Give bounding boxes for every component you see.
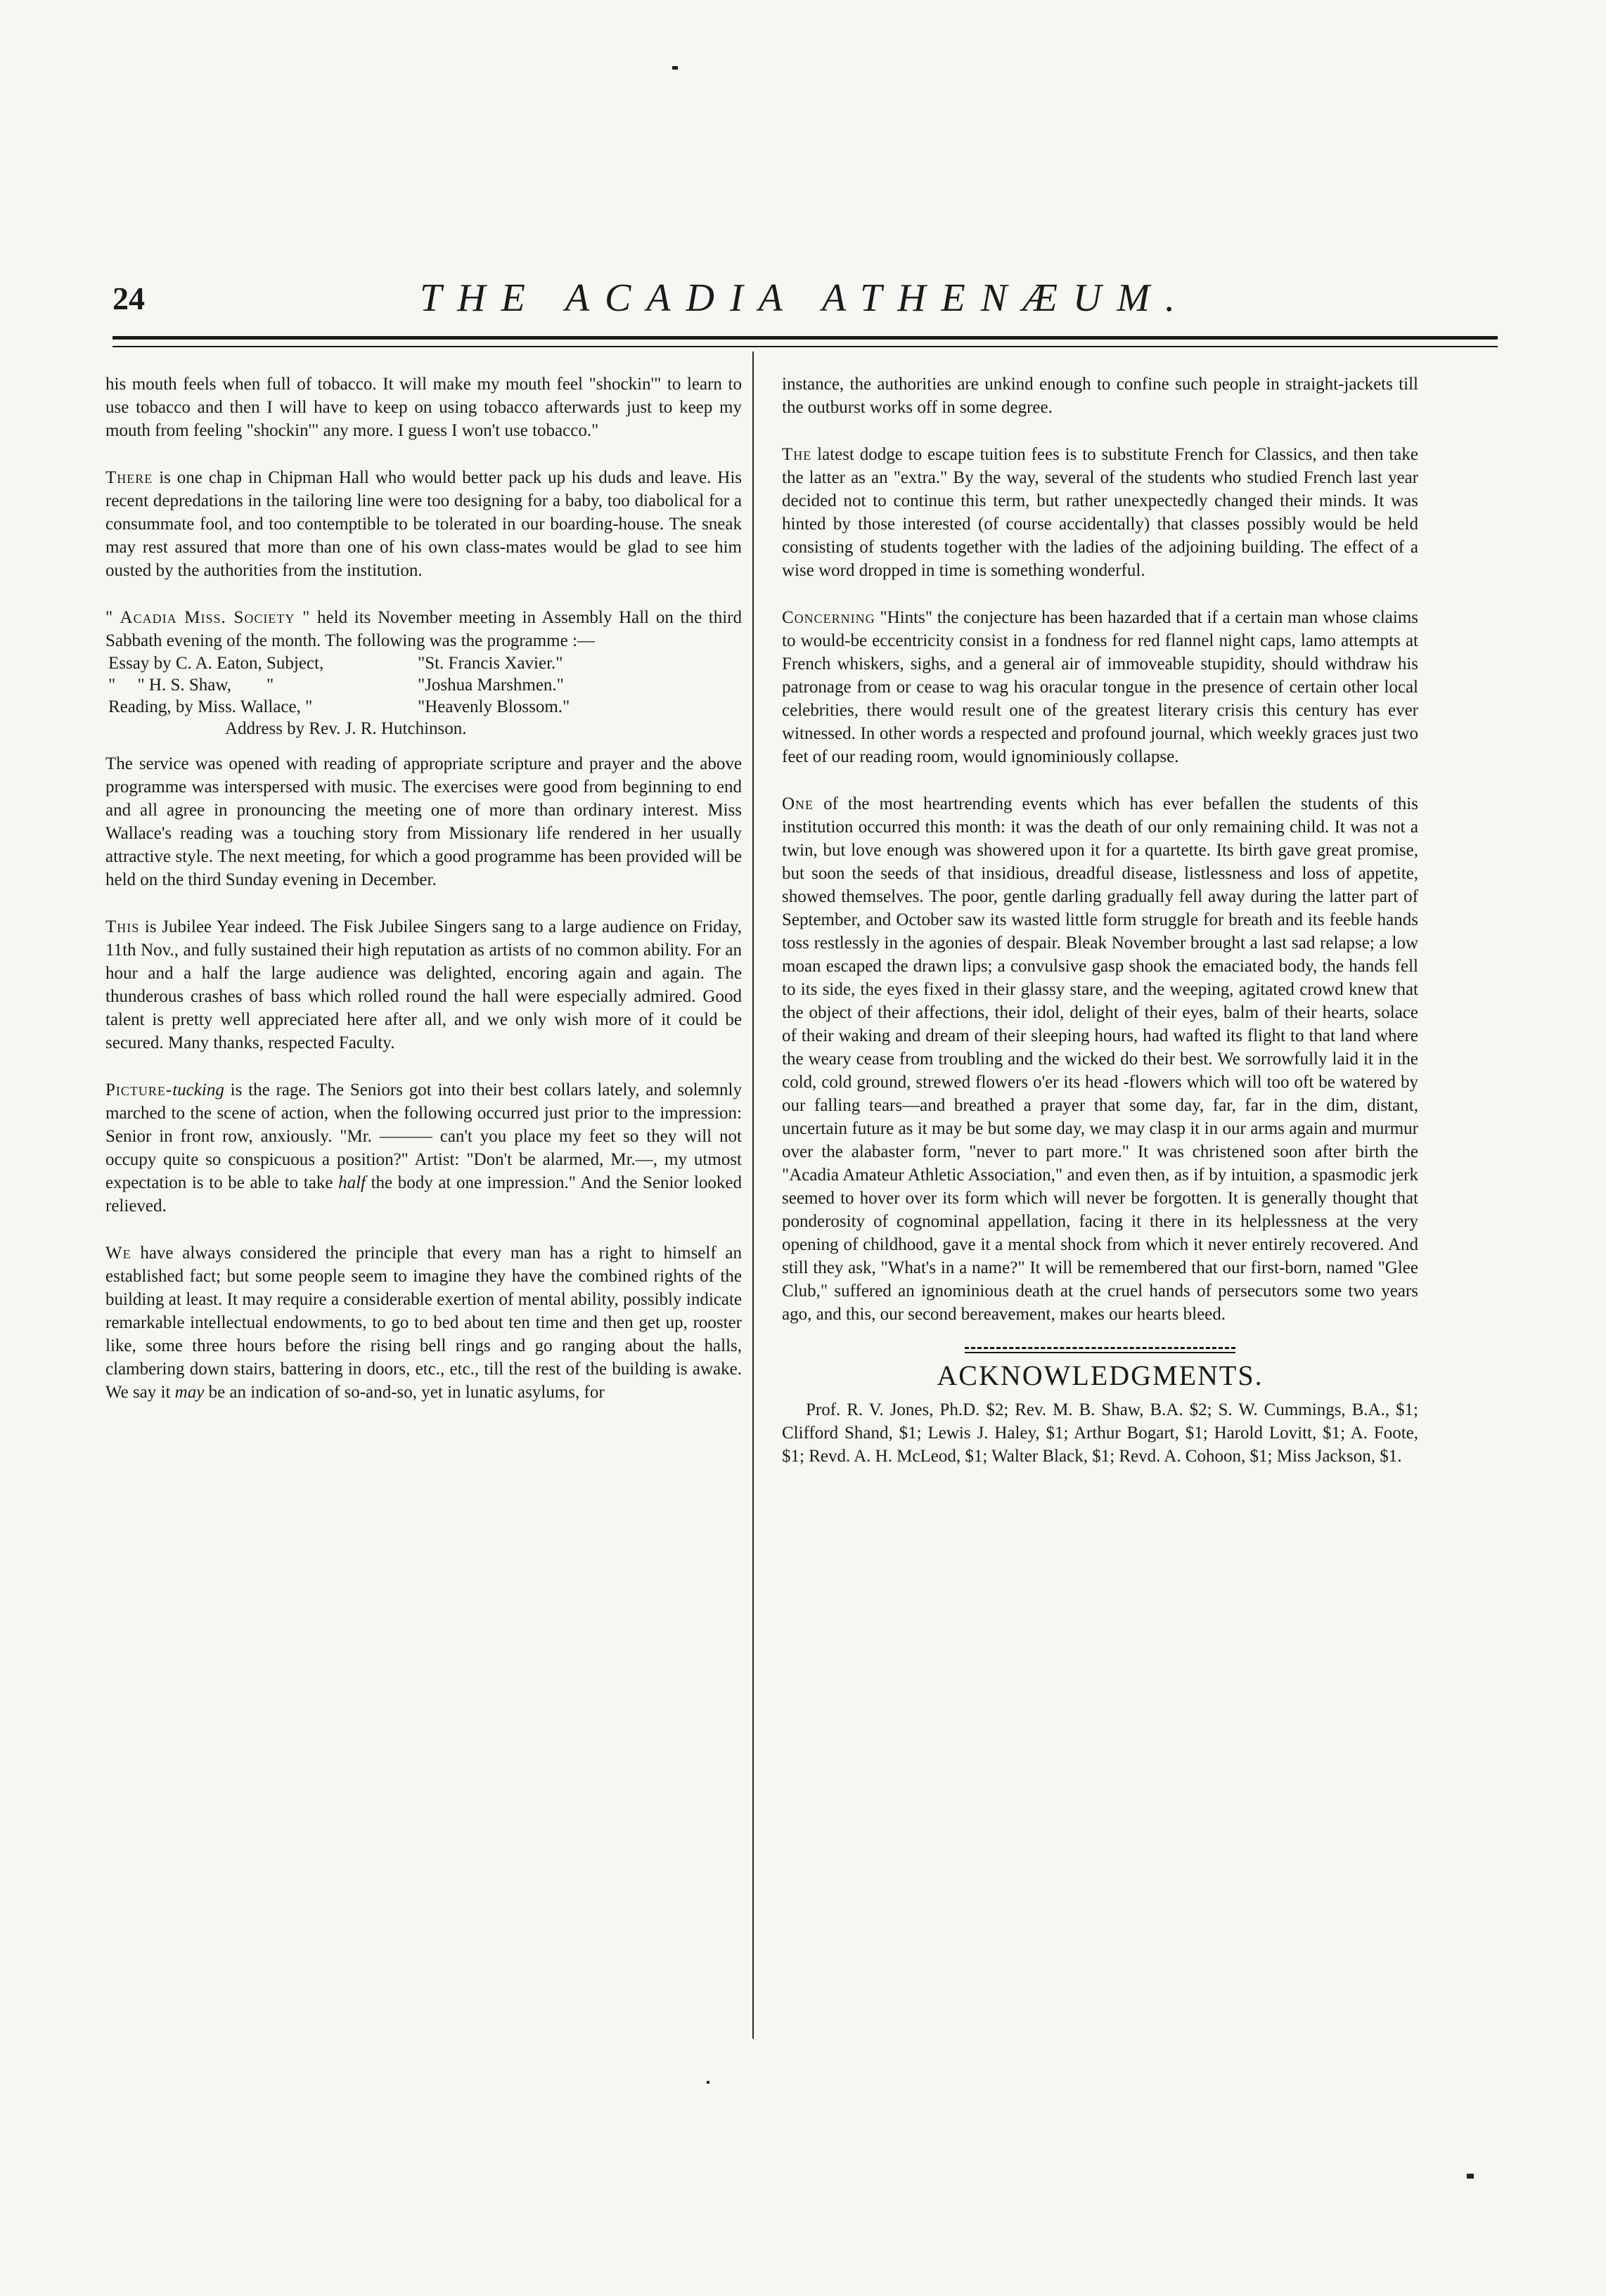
lead-word: One [782,794,814,813]
paragraph-miss-society: " Acadia Miss. Society " held its November meeting in Assembly Hall on the third Sabbath evening of the month. The following was the programme :— [105,608,742,650]
print-speck [707,2081,709,2084]
programme-address: Address by Rev. J. R. Hutchinson. [225,719,467,738]
header-rule [113,336,1498,340]
acknowledgments-list: Prof. R. V. Jones, Ph.D. $2; Rev. M. B. Shaw, B.A. $2; S. W. Cummings, B.A., $1; Clifford Shand, $1; Lewis J. Haley, $1; Arthur Bogart, $1; Harold Lovitt, $1; A. Foote, $1; Revd. A. H. McLeod, $1; Walter Black, $1; Revd. A. Cohoon, $1; Miss Jackson, $1. [782,1400,1418,1466]
column-divider [752,352,754,2039]
lead-word: Concerning [782,608,875,627]
print-speck [1467,2174,1474,2179]
paragraph-tobacco: his mouth feels when full of tobacco. It will make my mouth feel "shockin'" to learn to use tobacco and then I will have to keep on using tobacco afterwards just to keep my mouth from feeling "shockin'" any more. I guess I won't use tobacco." [105,375,742,440]
acknowledgments-heading: ACKNOWLEDGMENTS. [937,1360,1264,1391]
page-header [113,276,1498,332]
programme-item: " " H. S. Shaw, " "Joshua Marshmen." [108,676,564,695]
programme-item: Reading, by Miss. Wallace, " "Heavenly Blossom." [108,697,570,716]
lead-word: This [105,917,140,936]
lead-word: There [105,468,153,487]
page-number: 24 [113,280,145,316]
paragraph-picture-tucking: Picture-tucking is the rage. The Seniors got into their best collars lately, and solemnly marched to the scene of action, when the following occurred just prior to the impression: Senior in front row, anxiously. "Mr. ——— can't you place my feet so they will not occupy quite so conspicuous a position?" Artist: "Don't be alarmed, Mr.—, my utmost expectation is to be able to take half the body at one impression." And the Senior looked relieved. [105,1081,742,1215]
left-column [105,373,742,1404]
lead-word: " Acadia Miss. Society " [105,608,311,627]
print-speck [672,66,678,70]
paragraph-heartrending: One of the most heartrending events which has ever befallen the students of this institution occurred this month: it was the death of our only remaining child. It was not a twin, but love enough was showered upon it for a quartette. Its birth gave great promise, but soon the seeds of that insidious, dreadful disease, listlessness and loss of appetite, showed themselves. The poor, gentle darling gradually fell away during the latter part of September, and October saw its wasted little form struggle for breath and its feeble hands toss restlessly in the agonies of despair. Bleak November brought a last sad relapse; a low moan escaped the drawn lips; a convulsive gasp shook the emaciated body, the hands fell to its side, the eyes fixed in their glassy stare, and the weeping, agitated crowd knew that the object of their affections, their idol, delight of their eyes, balm of their hearts, solace of their waking and dream of their sleeping hours, had wafted its flight to that land where the weary cease from troubling and the wicked do their best. We sorrowfully laid it in the cold, cold ground, strewed flowers o'er its head -flowers which will too oft be watered by our falling tears—and breathed a prayer that some day, far, far in the dim, distant, uncertain future as it may be but some day, we may clasp it in our arms again and murmur over the alabaster form, "never to part more." It was christened soon after birth the "Acadia Amateur Athletic Association," and even then, as if by intuition, a spasmodic jerk seemed to hover over its form which will never be forgotten. It is generally thought that ponderosity of cognominal appellation, facing it there in its helplessness at the very opening of childhood, gave it a mental shock from which it never entirely recovered. And still they ask, "What's in a name?" It will be remembered that our first-born, named "Glee Club," suffered an ignominious death at the cruel hands of persecutors some two years ago, and this, our second bereavement, makes our hearts bleed. [782,794,1418,1324]
section-ornament [782,1346,1418,1354]
header-rule-thin [113,346,1498,347]
paragraph-rights: We have always considered the principle that every man has a right to himself an established fact; but some people seem to imagine they have the combined rights of the building at least. It may require a considerable exertion of mental ability, possibly indicate remarkable intellectual endowments, to go to bed about ten time and then get up, rooster like, some three hours before the rising bell rings and go ranging about the halls, clambering down stairs, battering in doors, etc., etc., till the rest of the building is awake. We say it may be an indication of so-and-so, yet in lunatic asylums, for [105,1244,742,1402]
paragraph-tuition-dodge: The latest dodge to escape tuition fees is to substitute French for Classics, and then take the latter as an "extra." By the way, several of the students who studied French last year decided not to continue this term, but rather unexpectedly changed their minds. It was hinted by those interested (of course accidentally) that classes possibly would be held consisting of students together with the ladies of the adjoining building. The effect of a wise word dropped in time is something wonderful. [782,445,1418,580]
paragraph-straight-jackets: instance, the authorities are unkind enough to confine such people in straight-jackets till the outburst works off in some degree. [782,375,1418,417]
paragraph-service: The service was opened with reading of appropriate scripture and prayer and the above programme was interspersed with music. The exercises were good from beginning to end and all agree in pronouncing the meeting one of more than ordinary interest. Miss Wallace's reading was a touching story from Missionary life rendered in her usually attractive style. The next meeting, for which a good programme has been provided will be held on the third Sunday evening in December. [105,754,742,889]
right-column [782,373,1418,1468]
programme-list [105,652,742,740]
paragraph-jubilee: This is Jubilee Year indeed. The Fisk Jubilee Singers sang to a large audience on Friday, 11th Nov., and fully sustained their high reputation as artists of no common ability. For an hour and a half the large audience was delighted, encoring again and again. The thunderous crashes of bass which rolled round the hall were especially admired. Good talent is pretty well appreciated here after all, and we only wish more of it could be secured. Many thanks, respected Faculty. [105,917,742,1052]
lead-word: Picture- [105,1081,173,1099]
lead-word: The [782,445,812,464]
paragraph-hints: Concerning "Hints" the conjecture has been hazarded that if a certain man whose claims to would-be eccentricity consist in a fondness for red flannel night caps, lamo attempts at French whiskers, sighs, and a general air of immoveable stupidity, should withdraw his patronage from or cease to wag his oracular tongue in the presence of certain other local celebrities, there would result one of the greatest literary crisis this century has ever witnessed. In other words a respected and profound journal, which weekly graces just two feet of our reading room, would ignominiously collapse. [782,608,1418,766]
programme-item: Essay by C. A. Eaton, Subject, "St. Francis Xavier." [108,654,563,673]
paragraph-chipman-hall: There is one chap in Chipman Hall who would better pack up his duds and leave. His recent depredations in the tailoring line were too designing for a baby, too diabolical for a consummate fool, and too contemptible to be tolerated in our boarding-house. The sneak may rest assured that more than one of his own class-mates would be glad to see him ousted by the authorities from the institution. [105,468,742,580]
lead-word: We [105,1244,131,1263]
masthead-title: THE ACADIA ATHENÆUM. [420,276,1190,320]
